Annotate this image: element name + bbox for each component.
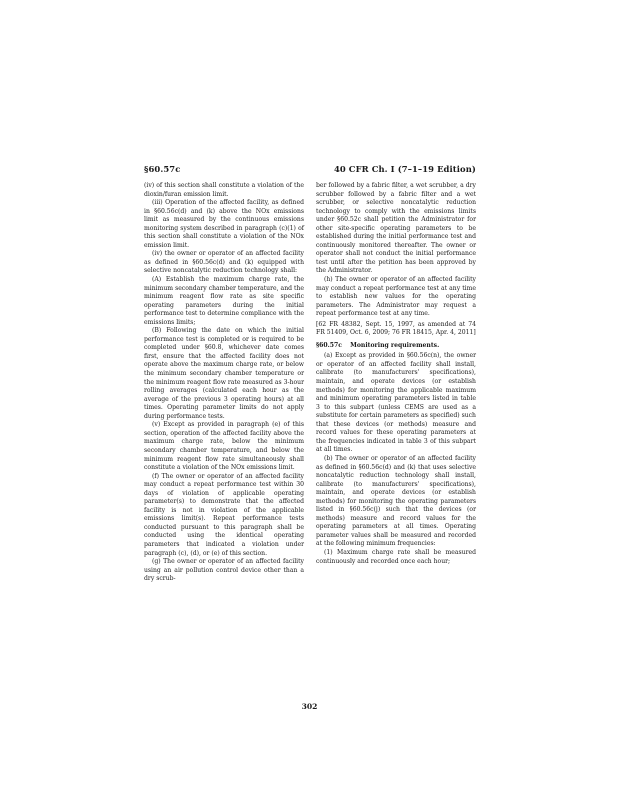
section-title: Monitoring requirements. [350, 341, 440, 349]
paragraph: (f) The owner or operator of an affected facility may conduct a repeat performance test within 30 days of violation of applicable operating parameter(s) to demonstrate that the affected facility is not in violation of the applicable emissions limit(s). Repeat performance tests conducted pursuant to this paragraph shall be conducted using the identical operating parameters that indicated a violation under paragraph (c), (d), or (e) of this section. [144, 472, 304, 557]
paragraph: (B) Following the date on which the initial performance test is completed or is required to be completed under §60.8, whichever date comes first, ensure that the affected facility does not operate above the maximum charge rate, or below the minimum secondary chamber temperature or the minimum reagent flow rate measured as 3-hour rolling averages (calculated each hour as the average of the previous 3 operating hours) at all times. Operating parameter limits do not apply during performance tests. [144, 327, 304, 420]
section-number: §60.57c [316, 341, 342, 349]
page-footer [0, 702, 619, 711]
paragraph: (A) Establish the maximum charge rate, the minimum secondary chamber temperature, and the minimum reagent flow rate as site specific operating parameters during the initial performance test to determine compliance with the emissions limits; [144, 276, 304, 326]
paragraph: (h) The owner or operator of an affected facility may conduct a repeat performance test at any time to establish new values for the operating parameters. The Administrator may request a repeat performance test at any time. [316, 276, 476, 318]
citation: [62 FR 48382, Sept. 15, 1997, as amended at 74 FR 51409, Oct. 6, 2009; 76 FR 18415, Apr. 4, 2011] [316, 320, 476, 337]
header-section-number: §60.57c [144, 164, 181, 174]
header-title: 40 CFR Ch. I (7–1–19 Edition) [333, 164, 476, 174]
paragraph: (a) Except as provided in §60.56c(n), the owner or operator of an affected facility shall install, calibrate (to manufacturers' specifications), maintain, and operate devices (or establish methods) for monitoring the applicable maximum and minimum operating parameters listed in table 3 to this subpart (unless CEMS are used as a substitute for certain parameters as specified) such that these devices (or methods) measure and record values for these operating parameters at the frequencies indicated in table 3 of this subpart at all times. [316, 352, 476, 454]
left-column [144, 182, 304, 584]
section-heading [316, 342, 476, 351]
paragraph: (g) The owner or operator of an affected facility using an air pollution control device other than a dry scrub- [144, 558, 304, 583]
paragraph: (iv) of this section shall constitute a violation of the dioxin/furan emission limit. [144, 182, 304, 198]
paragraph: (1) Maximum charge rate shall be measured continuously and recorded once each hour; [316, 548, 476, 565]
paragraph: ber followed by a fabric filter, a wet scrubber, a dry scrubber followed by a fabric filter and a wet scrubber, or selective noncatalytic reduction technology to comply with the emissions limits under §60.52c shall petition the Administrator for other site-specific operating parameters to be established during the initial performance test and continuously monitored thereafter. The owner or operator shall not conduct the initial performance test until after the petition has been approved by the Administrator. [316, 182, 476, 275]
paragraph: (iv) the owner or operator of an affected facility as defined in §60.56c(d) and (k) equipped with selective noncatalytic reduction technology shall: [144, 250, 304, 275]
text-columns [144, 182, 476, 584]
right-column [316, 182, 476, 584]
paragraph: (b) The owner or operator of an affected facility as defined in §60.56c(d) and (k) that uses selective noncatalytic reduction technology shall install, calibrate (to manufacturers' specifications), maintain, and operate devices (or establish methods) for monitoring the operating parameters listed in §60.56c(j) such that the devices (or methods) measure and record values for the operating parameters at all times. Operating parameter values shall be measured and recorded at the following minimum frequencies: [316, 454, 476, 548]
page-number: 302 [301, 702, 318, 711]
paragraph: (v) Except as provided in paragraph (e) of this section, operation of the affected facility above the maximum charge rate, below the minimum secondary chamber temperature, and below the minimum reagent flow rate simultaneously shall constitute a violation of the NOx emissions limit. [144, 421, 304, 472]
running-header [144, 164, 476, 174]
paragraph: (iii) Operation of the affected facility, as defined in §60.56c(d) and (k) above the NOx emissions limit as measured by the continuous emissions monitoring system described in paragraph (c)(1) of this section shall constitute a violation of the NOx emission limit. [144, 199, 304, 249]
